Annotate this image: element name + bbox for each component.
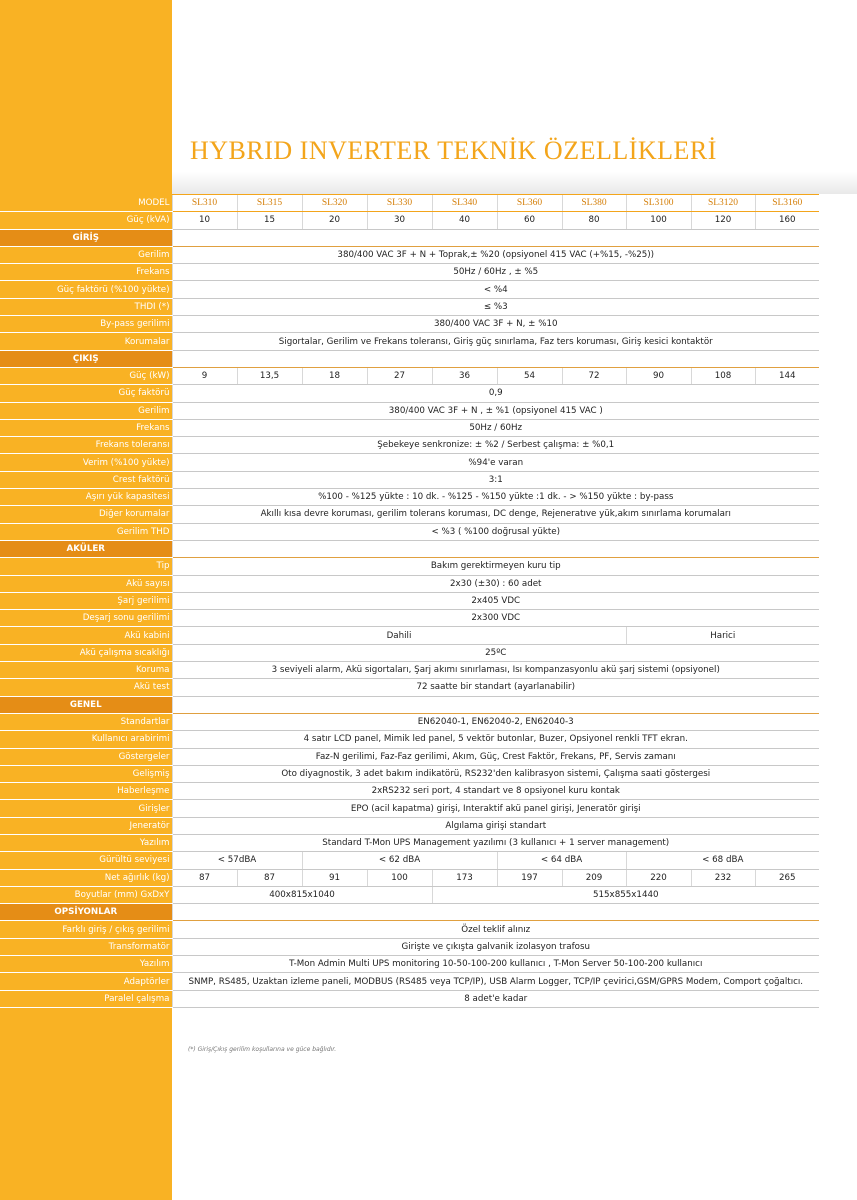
spec-value: 27 — [367, 367, 432, 384]
spec-label: Gerilim — [0, 246, 172, 263]
model-name-cell: SL360 — [497, 195, 562, 212]
spec-row — [0, 212, 819, 229]
spec-value: Sigortalar, Gerilim ve Frekans toleransı, Giriş güç sınırlama, Faz ters koruması, Giriş kesici kontaktör — [172, 333, 819, 350]
spec-value: Faz-N gerilimi, Faz-Faz gerilimi, Akım, Güç, Crest Faktör, Frekans, PF, Servis zamanı — [172, 748, 819, 765]
spec-row — [0, 956, 819, 973]
spec-label: Boyutlar (mm) GxDxY — [0, 886, 172, 903]
spec-value: 380/400 VAC 3F + N + Toprak,± %20 (opsiyonel 415 VAC (+%15, -%25)) — [172, 246, 819, 263]
spec-value: %94'e varan — [172, 454, 819, 471]
footnote: (*) Giriş/Çıkış gerilim koşullarına ve güce bağlıdır. — [188, 1046, 337, 1053]
spec-value: < %4 — [172, 281, 819, 298]
spec-value: 265 — [755, 869, 819, 886]
section-row — [0, 540, 819, 557]
spec-label: Diğer korumalar — [0, 506, 172, 523]
spec-value: 197 — [497, 869, 562, 886]
spec-table — [0, 194, 819, 1008]
spec-row — [0, 869, 819, 886]
spec-row — [0, 731, 819, 748]
spec-label: Standartlar — [0, 713, 172, 730]
spec-value: 18 — [302, 367, 367, 384]
spec-label: Koruma — [0, 662, 172, 679]
spec-label: Frekans — [0, 264, 172, 281]
spec-label: By-pass gerilimi — [0, 316, 172, 333]
spec-value: 2x300 VDC — [172, 610, 819, 627]
section-spacer — [172, 696, 819, 713]
spec-row — [0, 385, 819, 402]
spec-value: Standard T-Mon UPS Management yazılımı (3 kullanıcı + 1 server management) — [172, 834, 819, 851]
section-row — [0, 904, 819, 921]
spec-row — [0, 281, 819, 298]
spec-row — [0, 489, 819, 506]
spec-value: 15 — [237, 212, 302, 229]
spec-row — [0, 610, 819, 627]
spec-value: 54 — [497, 367, 562, 384]
spec-value: 30 — [367, 212, 432, 229]
model-name-cell: SL320 — [302, 195, 367, 212]
spec-value: 87 — [237, 869, 302, 886]
spec-row — [0, 333, 819, 350]
spec-value: 91 — [302, 869, 367, 886]
spec-value: 2x405 VDC — [172, 592, 819, 609]
spec-value: 3 seviyeli alarm, Akü sigortaları, Şarj akımı sınırlaması, Isı kompanzasyonlu akü şarj sistemi (opsiyonel) — [172, 662, 819, 679]
spec-value: 9 — [172, 367, 237, 384]
spec-label: Frekans — [0, 419, 172, 436]
spec-label: Korumalar — [0, 333, 172, 350]
spec-value: 100 — [367, 869, 432, 886]
spec-row — [0, 316, 819, 333]
spec-value: Özel teklif alınız — [172, 921, 819, 938]
spec-label: Akü çalışma sıcaklığı — [0, 644, 172, 661]
spec-label: Deşarj sonu gerilimi — [0, 610, 172, 627]
spec-row — [0, 264, 819, 281]
spec-row — [0, 471, 819, 488]
spec-label: Paralel çalışma — [0, 990, 172, 1007]
spec-value: Algılama girişi standart — [172, 817, 819, 834]
model-name-cell: SL3100 — [626, 195, 691, 212]
spec-label: Aşırı yük kapasitesi — [0, 489, 172, 506]
spec-row — [0, 575, 819, 592]
spec-row — [0, 437, 819, 454]
section-row — [0, 229, 819, 246]
spec-row — [0, 298, 819, 315]
spec-label: Gürültü seviyesi — [0, 852, 172, 869]
spec-value: 2x30 (±30) : 60 adet — [172, 575, 819, 592]
spec-value: 72 saatte bir standart (ayarlanabilir) — [172, 679, 819, 696]
spec-value: Girişte ve çıkışta galvanik izolasyon trafosu — [172, 938, 819, 955]
spec-value: %100 - %125 yükte : 10 dk. - %125 - %150 yükte :1 dk. - > %150 yükte : by-pass — [172, 489, 819, 506]
spec-value: Dahili — [172, 627, 626, 644]
spec-value: Şebekeye senkronize: ± %2 / Serbest çalışma: ± %0,1 — [172, 437, 819, 454]
spec-value: 515x855x1440 — [432, 886, 819, 903]
spec-label: MODEL — [0, 195, 172, 212]
section-label: ÇIKIŞ — [0, 350, 172, 367]
spec-value: ≤ %3 — [172, 298, 819, 315]
spec-value: 13,5 — [237, 367, 302, 384]
spec-row — [0, 765, 819, 782]
spec-row — [0, 558, 819, 575]
spec-row — [0, 367, 819, 384]
spec-value: 173 — [432, 869, 497, 886]
spec-row — [0, 921, 819, 938]
spec-value: 8 adet'e kadar — [172, 990, 819, 1007]
spec-row — [0, 886, 819, 903]
spec-row — [0, 246, 819, 263]
model-name-cell: SL3120 — [691, 195, 755, 212]
spec-value: Bakım gerektirmeyen kuru tip — [172, 558, 819, 575]
section-spacer — [172, 350, 819, 367]
spec-label: Haberleşme — [0, 783, 172, 800]
spec-row — [0, 973, 819, 990]
spec-row — [0, 506, 819, 523]
page-title: HYBRID INVERTER TEKNİK ÖZELLİKLERİ — [190, 136, 717, 165]
spec-label: Güç faktörü — [0, 385, 172, 402]
spec-row — [0, 627, 819, 644]
spec-label: Gerilim — [0, 402, 172, 419]
spec-value: < %3 ( %100 doğrusal yükte) — [172, 523, 819, 540]
spec-value: SNMP, RS485, Uzaktan izleme paneli, MODBUS (RS485 veya TCP/IP), USB Alarm Logger, TCP/IP çevirici,GSM/GPRS Modem, Comport çoğaltıcı. — [172, 973, 819, 990]
spec-value: EPO (acil kapatma) girişi, Interaktif akü panel girişi, Jeneratör girişi — [172, 800, 819, 817]
spec-label: Akü sayısı — [0, 575, 172, 592]
header-shade — [172, 172, 857, 194]
model-row — [0, 195, 819, 212]
spec-label: Frekans toleransı — [0, 437, 172, 454]
spec-value: 10 — [172, 212, 237, 229]
spec-label: Göstergeler — [0, 748, 172, 765]
spec-label: Akü test — [0, 679, 172, 696]
spec-label: Kullanıcı arabirimi — [0, 731, 172, 748]
spec-value: 209 — [562, 869, 626, 886]
spec-value: 232 — [691, 869, 755, 886]
section-label: AKÜLER — [0, 540, 172, 557]
spec-row — [0, 662, 819, 679]
spec-row — [0, 713, 819, 730]
section-row — [0, 696, 819, 713]
spec-row — [0, 748, 819, 765]
spec-row — [0, 990, 819, 1007]
model-name-cell: SL330 — [367, 195, 432, 212]
section-spacer — [172, 540, 819, 557]
spec-row — [0, 834, 819, 851]
spec-value: 20 — [302, 212, 367, 229]
spec-label: Güç faktörü (%100 yükte) — [0, 281, 172, 298]
spec-row — [0, 419, 819, 436]
model-name-cell: SL3160 — [755, 195, 819, 212]
spec-value: < 68 dBA — [626, 852, 819, 869]
spec-label: Net ağırlık (kg) — [0, 869, 172, 886]
spec-value: 40 — [432, 212, 497, 229]
spec-row — [0, 938, 819, 955]
spec-value: 90 — [626, 367, 691, 384]
spec-value: 380/400 VAC 3F + N, ± %10 — [172, 316, 819, 333]
spec-value: 87 — [172, 869, 237, 886]
spec-value: 80 — [562, 212, 626, 229]
spec-value: 108 — [691, 367, 755, 384]
spec-value: 50Hz / 60Hz , ± %5 — [172, 264, 819, 281]
spec-table-body — [0, 195, 819, 1008]
spec-label: Transformatör — [0, 938, 172, 955]
spec-value: < 57dBA — [172, 852, 302, 869]
spec-value: 72 — [562, 367, 626, 384]
spec-value: Harici — [626, 627, 819, 644]
section-label: OPSİYONLAR — [0, 904, 172, 921]
spec-value: < 62 dBA — [302, 852, 497, 869]
spec-row — [0, 592, 819, 609]
spec-value: 220 — [626, 869, 691, 886]
spec-value: 120 — [691, 212, 755, 229]
spec-row — [0, 402, 819, 419]
section-label: GİRİŞ — [0, 229, 172, 246]
spec-value: Akıllı kısa devre koruması, gerilim tolerans koruması, DC denge, Rejeneratıve yük,akım sınırlama korumaları — [172, 506, 819, 523]
spec-label: Girişler — [0, 800, 172, 817]
spec-value: EN62040-1, EN62040-2, EN62040-3 — [172, 713, 819, 730]
model-name-cell: SL310 — [172, 195, 237, 212]
model-name-cell: SL380 — [562, 195, 626, 212]
spec-row — [0, 783, 819, 800]
spec-row — [0, 800, 819, 817]
spec-value: 400x815x1040 — [172, 886, 432, 903]
spec-value: T-Mon Admin Multi UPS monitoring 10-50-100-200 kullanıcı , T-Mon Server 50-100-200 kullanıcı — [172, 956, 819, 973]
spec-label: Şarj gerilimi — [0, 592, 172, 609]
spec-label: Gerilim THD — [0, 523, 172, 540]
spec-label: Gelişmiş — [0, 765, 172, 782]
spec-label: Akü kabini — [0, 627, 172, 644]
spec-value: 50Hz / 60Hz — [172, 419, 819, 436]
spec-label: Tip — [0, 558, 172, 575]
spec-value: 0,9 — [172, 385, 819, 402]
spec-label: Güç (kVA) — [0, 212, 172, 229]
spec-value: 25ºC — [172, 644, 819, 661]
spec-row — [0, 679, 819, 696]
spec-value: 100 — [626, 212, 691, 229]
spec-row — [0, 852, 819, 869]
spec-row — [0, 454, 819, 471]
model-name-cell: SL315 — [237, 195, 302, 212]
spec-label: Adaptörler — [0, 973, 172, 990]
spec-value: 36 — [432, 367, 497, 384]
spec-label: THDI (*) — [0, 298, 172, 315]
section-label: GENEL — [0, 696, 172, 713]
spec-row — [0, 523, 819, 540]
spec-label: Yazılım — [0, 956, 172, 973]
spec-value: 60 — [497, 212, 562, 229]
section-row — [0, 350, 819, 367]
spec-row — [0, 817, 819, 834]
spec-label: Verim (%100 yükte) — [0, 454, 172, 471]
spec-value: 380/400 VAC 3F + N , ± %1 (opsiyonel 415 VAC ) — [172, 402, 819, 419]
section-spacer — [172, 229, 819, 246]
spec-value: 2xRS232 seri port, 4 standart ve 8 opsiyonel kuru kontak — [172, 783, 819, 800]
spec-value: 3:1 — [172, 471, 819, 488]
spec-label: Güç (kW) — [0, 367, 172, 384]
spec-value: < 64 dBA — [497, 852, 626, 869]
spec-row — [0, 644, 819, 661]
model-name-cell: SL340 — [432, 195, 497, 212]
spec-value: 160 — [755, 212, 819, 229]
spec-label: Yazılım — [0, 834, 172, 851]
spec-value: Oto diyagnostik, 3 adet bakım indikatörü, RS232'den kalibrasyon sistemi, Çalışma saati göstergesi — [172, 765, 819, 782]
spec-label: Crest faktörü — [0, 471, 172, 488]
spec-value: 144 — [755, 367, 819, 384]
spec-label: Farklı giriş / çıkış gerilimi — [0, 921, 172, 938]
spec-label: Jeneratör — [0, 817, 172, 834]
spec-value: 4 satır LCD panel, Mimik led panel, 5 vektör butonlar, Buzer, Opsiyonel renkli TFT ekran. — [172, 731, 819, 748]
section-spacer — [172, 904, 819, 921]
